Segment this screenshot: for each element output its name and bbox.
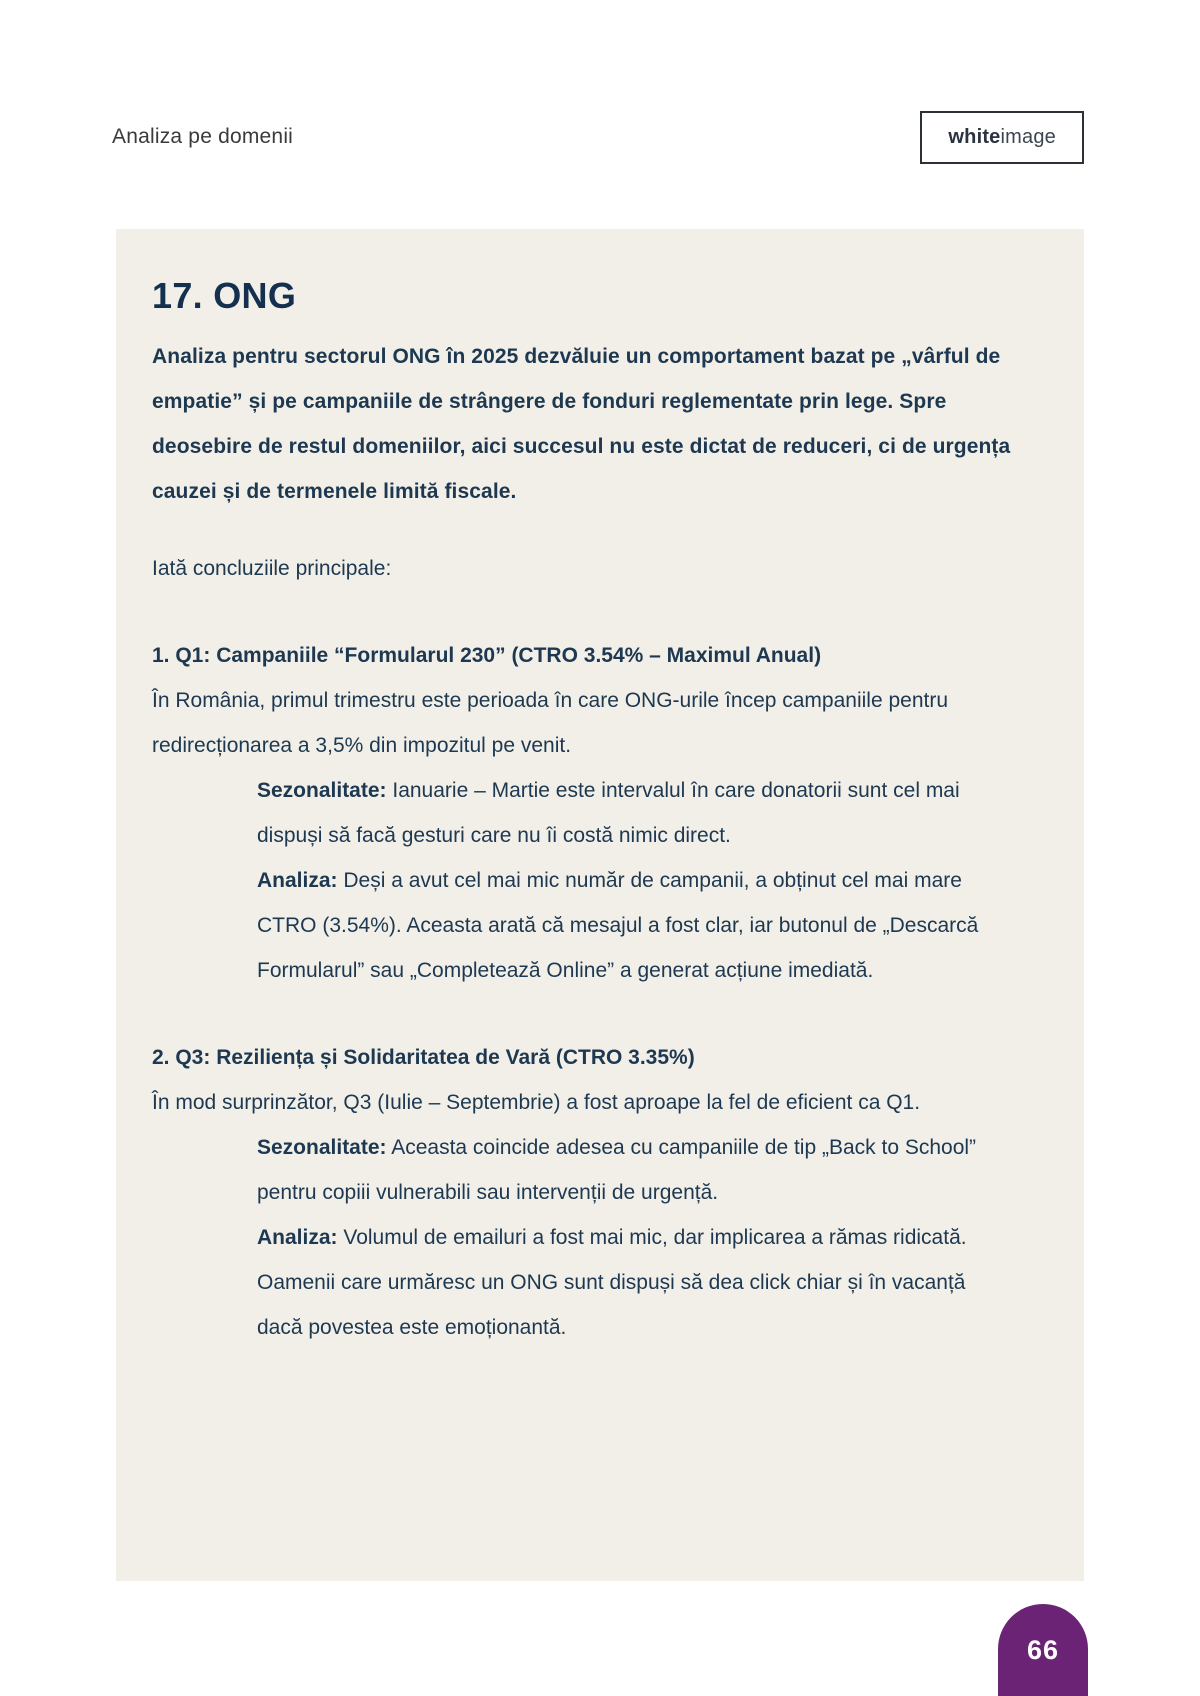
section-1-heading: 1. Q1: Campaniile “Formularul 230” (CTRO 3.54% – Maximul Anual) xyxy=(152,644,822,668)
section-2-heading: 2. Q3: Reziliența și Solidaritatea de Vară (CTRO 3.35%) xyxy=(152,1046,695,1070)
section-1-body: În România, primul trimestru este perioada în care ONG-urile încep campaniile pentru redirecționarea a 3,5% din impozitul pe venit. xyxy=(152,689,949,758)
detail-text: Deși a avut cel mai mic număr de campanii, a obținut cel mai mare CTRO (3.54%). Aceasta arată că mesajul a fost clar, iar butonul de „Descarcă Formularul” sau „Completează Online” a generat acțiune imediată. xyxy=(257,869,979,983)
detail-label: Sezonalitate: xyxy=(257,1136,387,1160)
page-number: 66 xyxy=(1026,1634,1060,1665)
intro-paragraph: Analiza pentru sectorul ONG în 2025 dezvăluie un comportament bazat pe „vârful de empatie” și pe campaniile de strângere de fonduri reglementate prin lege. Spre deosebire de restul domeniilor, aici succesul nu este dictat de reduceri, ci de urgența cauzei și de termenele limită fiscale. xyxy=(152,345,1011,504)
lead-in-text: Iată concluziile principale: xyxy=(152,557,392,581)
detail-label: Analiza: xyxy=(257,1226,338,1250)
section-2-detail-analysis xyxy=(257,1215,999,1350)
detail-label: Analiza: xyxy=(257,869,338,893)
detail-text: Ianuarie – Martie este intervalul în care donatorii sunt cel mai dispuși să facă gesturi care nu îi costă nimic direct. xyxy=(257,779,960,848)
section-title: 17. ONG xyxy=(152,275,297,316)
section-2-detail-seasonality xyxy=(257,1125,999,1215)
detail-text: Aceasta coincide adesea cu campaniile de tip „Back to School” pentru copiii vulnerabili sau intervenții de urgență. xyxy=(257,1136,977,1205)
brand-logo-bold-part: white xyxy=(948,125,1001,148)
section-2-body: În mod surprinzător, Q3 (Iulie – Septembrie) a fost aproape la fel de eficient ca Q1. xyxy=(152,1091,921,1115)
content-card xyxy=(116,229,1084,1581)
page-number-badge xyxy=(998,1604,1088,1696)
brand-logo-light-part: image xyxy=(1000,125,1056,148)
running-header-title: Analiza pe domenii xyxy=(112,125,294,148)
detail-text: Volumul de emailuri a fost mai mic, dar implicarea a rămas ridicată. Oamenii care urmăresc un ONG sunt dispuși să dea click chiar și în vacanță dacă povestea este emoționantă. xyxy=(257,1226,967,1340)
detail-label: Sezonalitate: xyxy=(257,779,387,803)
page-header xyxy=(112,108,1084,166)
section-1-detail-analysis xyxy=(257,858,999,993)
brand-logo xyxy=(920,111,1084,164)
section-1-detail-seasonality xyxy=(257,768,999,858)
